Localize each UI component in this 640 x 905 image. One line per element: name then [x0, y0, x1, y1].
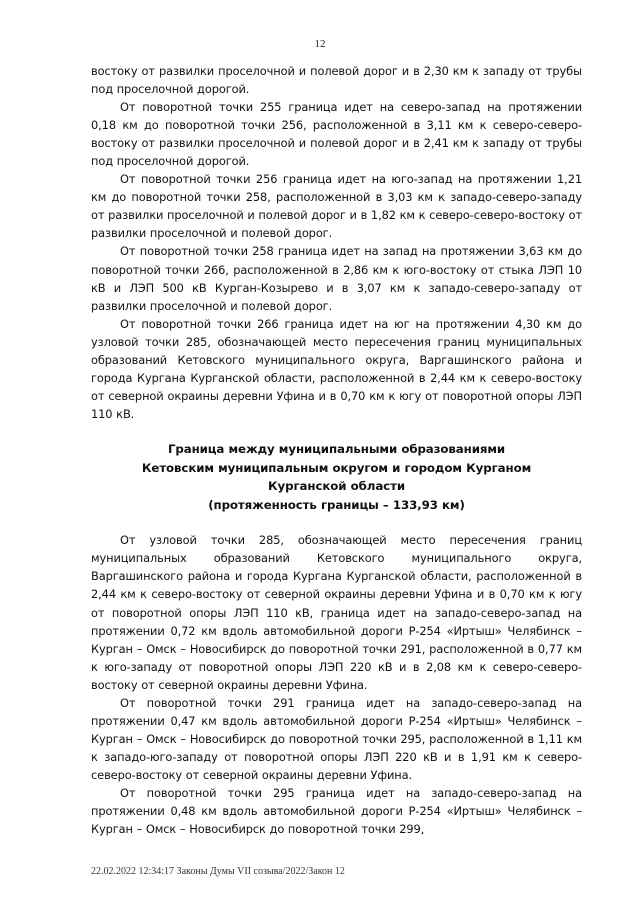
heading-line: Курганской области — [268, 479, 405, 494]
paragraph: От поворотной точки 295 граница идет на западо-северо-запад на протяжении 0,48 км вдоль автомобильной дороги Р-254 «Иртыш» Челябинск – Курган – Омск – Новосибирск до поворотной точки 299, — [91, 785, 582, 837]
footer-stamp: 22.02.2022 12:34:17 Законы Думы VII созыва/2022/Закон 12 — [91, 866, 345, 877]
section-heading — [91, 440, 582, 514]
paragraph: От узловой точки 285, обозначающей место пересечения границ муниципальных образований Кетовского муниципального округа, Варгашинского района и города Кургана Курганской области, расположенной в 2,44 км к северо-востоку от северной окраины деревни Уфина и в 0,70 км к югу от поворотной опоры ЛЭП 110 кВ, граница идет на западо-северо-запад на протяжении 0,72 км вдоль автомобильной дороги Р-254 «Иртыш» Челябинск – Курган – Омск – Новосибирск до поворотной точки 291, расположенной в 0,77 км к юго-западу от поворотной опоры ЛЭП 220 кВ и в 2,08 км к северо-северо-востоку от северной окраины деревни Уфина. — [91, 533, 582, 692]
page-number: 12 — [314, 38, 326, 50]
document-body — [91, 62, 582, 838]
paragraph: От поворотной точки 291 граница идет на западо-северо-запад на протяжении 0,47 км вдоль автомобильной дороги Р-254 «Иртыш» Челябинск – Курган – Омск – Новосибирск до поворотной точки 295, расположенной в 1,11 км к западо-юго-западу от поворотной опоры ЛЭП 220 кВ и в 1,91 км к северо-северо-востоку от северной окраины деревни Уфина. — [91, 695, 582, 782]
paragraph: От поворотной точки 255 граница идет на северо-запад на протяжении 0,18 км до поворотной точки 256, расположенной в 3,11 км к северо-северо-востоку от развилки проселочной и полевой дорог и в 2,41 км к западу от трубы под проселочной дорогой. — [91, 100, 582, 169]
paragraph: От поворотной точки 258 граница идет на запад на протяжении 3,63 км до поворотной точки 266, расположенной в 2,86 км к юго-востоку от стыка ЛЭП 10 кВ и ЛЭП 500 кВ Курган-Козырево и в 3,07 км к западо-северо-западу от развилки проселочной и полевой дорог. — [91, 244, 582, 313]
heading-line: Кетовским муниципальным округом и городом Курганом — [141, 460, 532, 475]
paragraph: востоку от развилки проселочной и полевой дорог и в 2,30 км к западу от трубы под проселочной дорогой. — [91, 64, 582, 97]
paragraph: От поворотной точки 256 граница идет на юго-запад на протяжении 1,21 км до поворотной точки 258, расположенной в 3,03 км к западо-северо-западу от развилки проселочной и полевой дорог и в 1,82 км к северо-северо-востоку от развилки проселочной и полевой дорог. — [91, 172, 582, 241]
paragraph: От поворотной точки 266 граница идет на юг на протяжении 4,30 км до узловой точки 285, обозначающей место пересечения границ муниципальных образований Кетовского муниципального округа, Варгашинского района и города Кургана Курганской области, расположенной в 2,44 км к северо-востоку от северной окраины деревни Уфина и в 0,70 км к югу от поворотной опоры ЛЭП 110 кВ. — [91, 316, 582, 421]
heading-length-note: (протяженность границы – 133,93 км) — [208, 497, 465, 512]
heading-line: Граница между муниципальными образованиями — [167, 441, 506, 456]
